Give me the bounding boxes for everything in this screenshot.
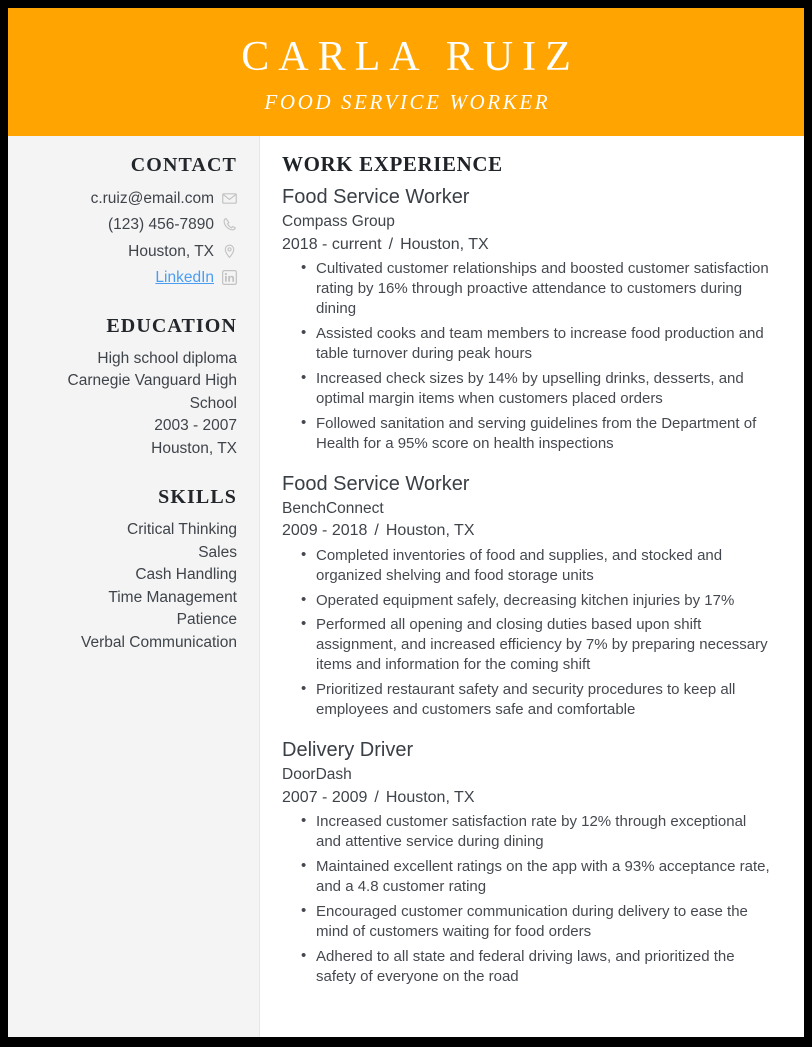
skill-item: Critical Thinking (127, 521, 237, 539)
candidate-role: FOOD SERVICE WORKER (264, 89, 551, 114)
envelope-icon (222, 191, 237, 206)
skill-item: Sales (198, 543, 237, 561)
job-bullet: • Maintained excellent ratings on the app with a 93% acceptance rate, and a 4.8 customer rating (316, 857, 774, 897)
job-dates: 2007 - 2009 (282, 789, 368, 807)
job-dates: 2018 - current (282, 235, 382, 253)
resume-page (8, 8, 804, 1037)
job-bullet: • Followed sanitation and serving guidelines from the Department of Health for a 95% score on health inspections (316, 414, 774, 454)
job-bullet: • Performed all opening and closing duties based upon shift assignment, and increased efficiency by 7% by preparing necessary items and information for the coming shift (316, 615, 774, 675)
resume-header-banner (8, 8, 804, 136)
skill-item: Cash Handling (135, 566, 237, 584)
job-bullet: • Completed inventories of food and supplies, and stocked and organized shelving and food storage units (316, 546, 774, 586)
contact-item-email (22, 187, 237, 210)
skills-heading: SKILLS (158, 486, 237, 509)
candidate-name: CARLA RUIZ (241, 34, 580, 81)
linkedin-icon[interactable] (222, 270, 237, 285)
job-meta (282, 786, 774, 809)
phone-icon (222, 217, 237, 232)
skill-item: Verbal Communication (81, 633, 237, 651)
education-dates: 2003 - 2007 (154, 417, 237, 435)
contact-item-location (22, 240, 237, 263)
education-heading: EDUCATION (106, 315, 237, 337)
education-degree: High school diploma (97, 350, 237, 367)
contact-heading: CONTACT (130, 154, 237, 176)
job-meta-separator: / (388, 235, 394, 253)
job-meta (282, 233, 774, 256)
job-title: Food Service Worker (282, 186, 470, 208)
job-company: DoorDash (282, 766, 352, 784)
job-bullet: • Increased customer satisfaction rate by 12% through exceptional and attentive service during dining (316, 812, 774, 852)
job-meta (282, 519, 774, 542)
resume-body (8, 136, 804, 1037)
job-company: Compass Group (282, 213, 395, 230)
job-bullets (282, 546, 774, 721)
job-location: Houston, TX (400, 235, 489, 253)
job-title: Delivery Driver (282, 739, 414, 762)
education-section (22, 315, 237, 460)
job-bullet: • Encouraged customer communication during delivery to ease the mind of customers waiting for food orders (316, 902, 774, 942)
job-entry (282, 738, 774, 987)
sidebar (8, 136, 260, 1037)
location-pin-icon (222, 244, 237, 259)
skills-section (22, 486, 237, 654)
email-value: c.ruiz@email.com (90, 190, 214, 207)
job-entry (282, 472, 774, 721)
job-company: BenchConnect (282, 499, 384, 517)
job-bullet: • Operated equipment safely, decreasing kitchen injuries by 17% (316, 591, 774, 611)
job-location: Houston, TX (385, 522, 475, 540)
job-bullet: • Prioritized restaurant safety and security procedures to keep all employees and customers safe and comfortable (316, 680, 774, 720)
main-column (260, 136, 804, 1037)
job-location: Houston, TX (385, 789, 475, 807)
education-school: Carnegie Vanguard High School (67, 372, 237, 412)
education-location: Houston, TX (151, 439, 237, 457)
job-entry (282, 185, 774, 454)
contact-item-phone (22, 213, 237, 236)
skill-item: Patience (176, 611, 237, 629)
job-title: Food Service Worker (282, 472, 470, 495)
contact-item-linkedin[interactable] (22, 266, 237, 289)
skill-item: Time Management (108, 588, 237, 606)
job-bullet: • Assisted cooks and team members to increase food production and table turnover during peak hours (316, 324, 774, 364)
job-bullet: • Adhered to all state and federal driving laws, and prioritized the safety of everyone on the road (316, 947, 774, 987)
job-bullets (282, 812, 774, 987)
linkedin-link[interactable]: LinkedIn (155, 268, 214, 286)
job-bullet: • Cultivated customer relationships and boosted customer satisfaction rating by 16% through proactive attendance to customers during dining (316, 259, 774, 319)
phone-value: (123) 456-7890 (108, 216, 214, 234)
contact-section (22, 154, 237, 289)
job-bullets (282, 259, 774, 453)
job-meta-separator: / (374, 789, 379, 807)
job-bullet: • Increased check sizes by 14% by upselling drinks, desserts, and optimal margin items when customers placed orders (316, 369, 774, 409)
job-dates: 2009 - 2018 (282, 522, 368, 540)
job-meta-separator: / (374, 522, 379, 540)
location-value: Houston, TX (128, 242, 214, 260)
work-experience-heading: WORK EXPERIENCE (282, 152, 503, 176)
